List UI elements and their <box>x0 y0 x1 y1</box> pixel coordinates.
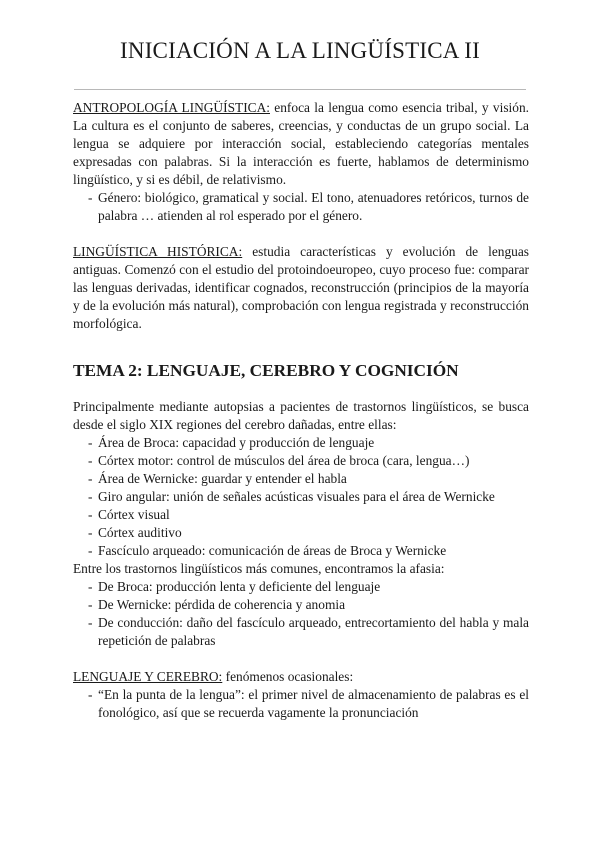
list-item: - De Wernicke: pérdida de coherencia y anomia <box>73 596 529 614</box>
list-item: - De conducción: daño del fascículo arqueado, entrecortamiento del habla y mala repetición de palabras <box>73 614 529 650</box>
antropologia-term: ANTROPOLOGÍA LINGÜÍSTICA: <box>73 100 270 115</box>
antropologia-paragraph <box>73 99 529 189</box>
list-item: - Área de Broca: capacidad y producción de lenguaje <box>73 434 529 452</box>
document-body <box>73 99 529 722</box>
antropologia-text: enfoca la lengua como esencia tribal, y visión. La cultura es el conjunto de saberes, creencias, y conductas de un grupo social. La lengua se adquiere por interacción social, estableciendo categorías mentales expresadas con palabras. Si la interacción es fuerte, hablamos de determinismo lingüístico, y si es débil, de relativismo. <box>73 100 530 187</box>
tema2-intro: Principalmente mediante autopsias a pacientes de trastornos lingüísticos, se busca desde el siglo XIX regiones del cerebro dañadas, entre ellas: <box>73 399 529 432</box>
document-title: INICIACIÓN A LA LINGÜÍSTICA II <box>120 38 480 63</box>
historica-term: LINGÜÍSTICA HISTÓRICA: <box>73 244 243 259</box>
list-item: - Área de Wernicke: guardar y entender el habla <box>73 470 529 488</box>
list-item: - Córtex visual <box>73 506 529 524</box>
afasia-list <box>73 578 529 650</box>
brain-regions-list <box>73 434 529 560</box>
lenguaje-cerebro-term: LENGUAJE Y CEREBRO: <box>73 669 223 684</box>
fenomenos-list <box>73 686 529 722</box>
list-item: - Giro angular: unión de señales acústicas visuales para el área de Wernicke <box>73 488 529 506</box>
lenguaje-cerebro-paragraph <box>73 668 529 686</box>
list-item: - De Broca: producción lenta y deficiente del lenguaje <box>73 578 529 596</box>
list-item: - Género: biológico, gramatical y social. El tono, atenuadores retóricos, turnos de palabra … atienden al rol esperado por el género. <box>73 189 529 225</box>
historica-paragraph <box>73 243 529 333</box>
antropologia-list <box>73 189 529 225</box>
list-item: - Córtex motor: control de músculos del área de broca (cara, lengua…) <box>73 452 529 470</box>
list-item: - “En la punta de la lengua”: el primer nivel de almacenamiento de palabras es el fonológico, así que se recuerda vagamente la pronunciación <box>73 686 529 722</box>
afasia-intro: Entre los trastornos lingüísticos más comunes, encontramos la afasia: <box>73 561 445 576</box>
historica-text: estudia características y evolución de lenguas antiguas. Comenzó con el estudio del protoindoeuropeo, cuyo proceso fue: comparar las lenguas derivadas, identificar cognados, reconstrucción (principios de la mayoría y de la evolución más natural), comprobación con lengua registrada y reconstrucción morfológica. <box>73 244 529 331</box>
list-item: - Fascículo arqueado: comunicación de áreas de Broca y Wernicke <box>73 542 529 560</box>
tema2-heading: TEMA 2: LENGUAJE, CEREBRO Y COGNICIÓN <box>73 361 459 380</box>
list-item: - Córtex auditivo <box>73 524 529 542</box>
title-divider <box>74 89 526 90</box>
lenguaje-cerebro-text: fenómenos ocasionales: <box>222 669 354 684</box>
